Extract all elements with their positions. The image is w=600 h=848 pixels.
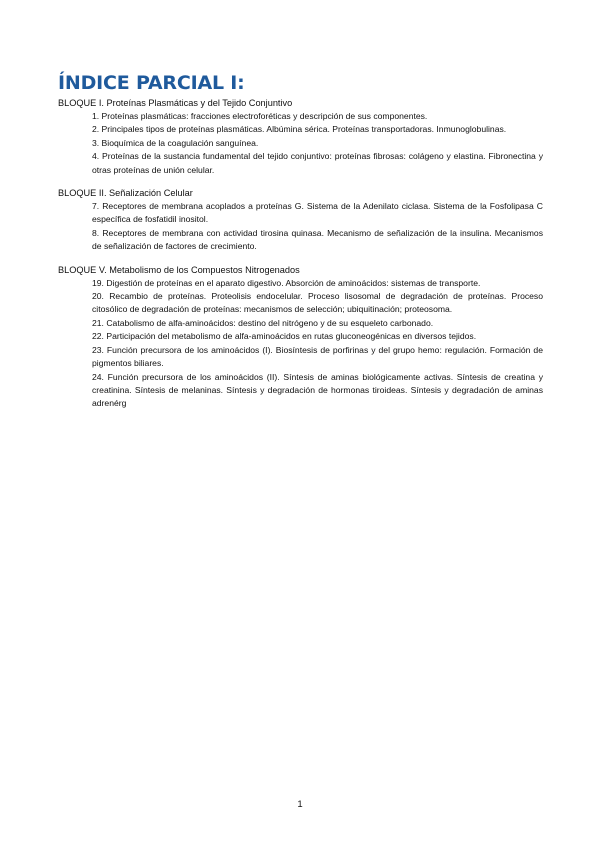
index-item: 3. Bioquímica de la coagulación sanguínea. <box>92 137 259 148</box>
index-item: 8. Receptores de membrana con actividad tirosina quinasa. Mecanismo de señalización de la insulina. Mecanismos de señalización de factores de crecimiento. <box>92 227 543 252</box>
index-item: 4. Proteínas de la sustancia fundamental del tejido conjuntivo: proteínas fibrosas: colágeno y elastina. Fibronectina y otras proteínas de unión celular. <box>92 151 543 175</box>
index-item: 22. Participación del metabolismo de alfa-aminoácidos en rutas gluconeogénicas en diversos tejidos. <box>92 331 477 342</box>
block-heading: BLOQUE V. Metabolismo de los Compuestos Nitrogenados <box>58 264 300 275</box>
index-item: 19. Digestión de proteínas en el aparato digestivo. Absorción de aminoácidos: sistemas de transporte. <box>92 277 481 288</box>
index-item: 2. Principales tipos de proteínas plasmáticas. Albúmina sérica. Proteínas transportadoras. Inmunoglobulinas. <box>92 124 507 135</box>
block-2 <box>58 187 543 254</box>
index-item: 20. Recambio de proteínas. Proteolisis endocelular. Proceso lisosomal de degradación de proteínas. Proceso citosólico de degradación de proteínas: mecanismos de selección; ubiquitinación; proteosoma. <box>92 291 543 315</box>
page-title: ÍNDICE PARCIAL I: <box>58 72 245 94</box>
index-item: 7. Receptores de membrana acoplados a proteínas G. Sistema de la Adenilato ciclasa. Sistema de la Fosfolipasa C específica de fosfatidil inositol. <box>92 201 543 225</box>
index-item: 24. Función precursora de los aminoácidos (II). Síntesis de aminas biológicamente activas. Síntesis de creatina y creatinina. Síntesis de melaninas. Síntesis y degradación de hormonas tiroideas. Síntesis y degradación de aminas adrenérg <box>92 371 543 409</box>
index-item: 23. Función precursora de los aminoácidos (I). Biosíntesis de porfirinas y del grupo hemo: regulación. Formación de pigmentos biliares. <box>92 344 543 369</box>
block-heading: BLOQUE II. Señalización Celular <box>58 188 193 199</box>
block-heading: BLOQUE I. Proteínas Plasmáticas y del Tejido Conjuntivo <box>58 98 293 108</box>
block-1 <box>58 97 543 177</box>
index-item: 21. Catabolismo de alfa-aminoácidos: destino del nitrógeno y de su esqueleto carbonado. <box>92 317 434 328</box>
page-number: 1 <box>297 799 303 810</box>
index-content <box>58 97 543 411</box>
index-item: 1. Proteínas plasmáticas: fracciones electroforéticas y descripción de sus componentes. <box>92 111 428 121</box>
block-5 <box>58 264 543 411</box>
